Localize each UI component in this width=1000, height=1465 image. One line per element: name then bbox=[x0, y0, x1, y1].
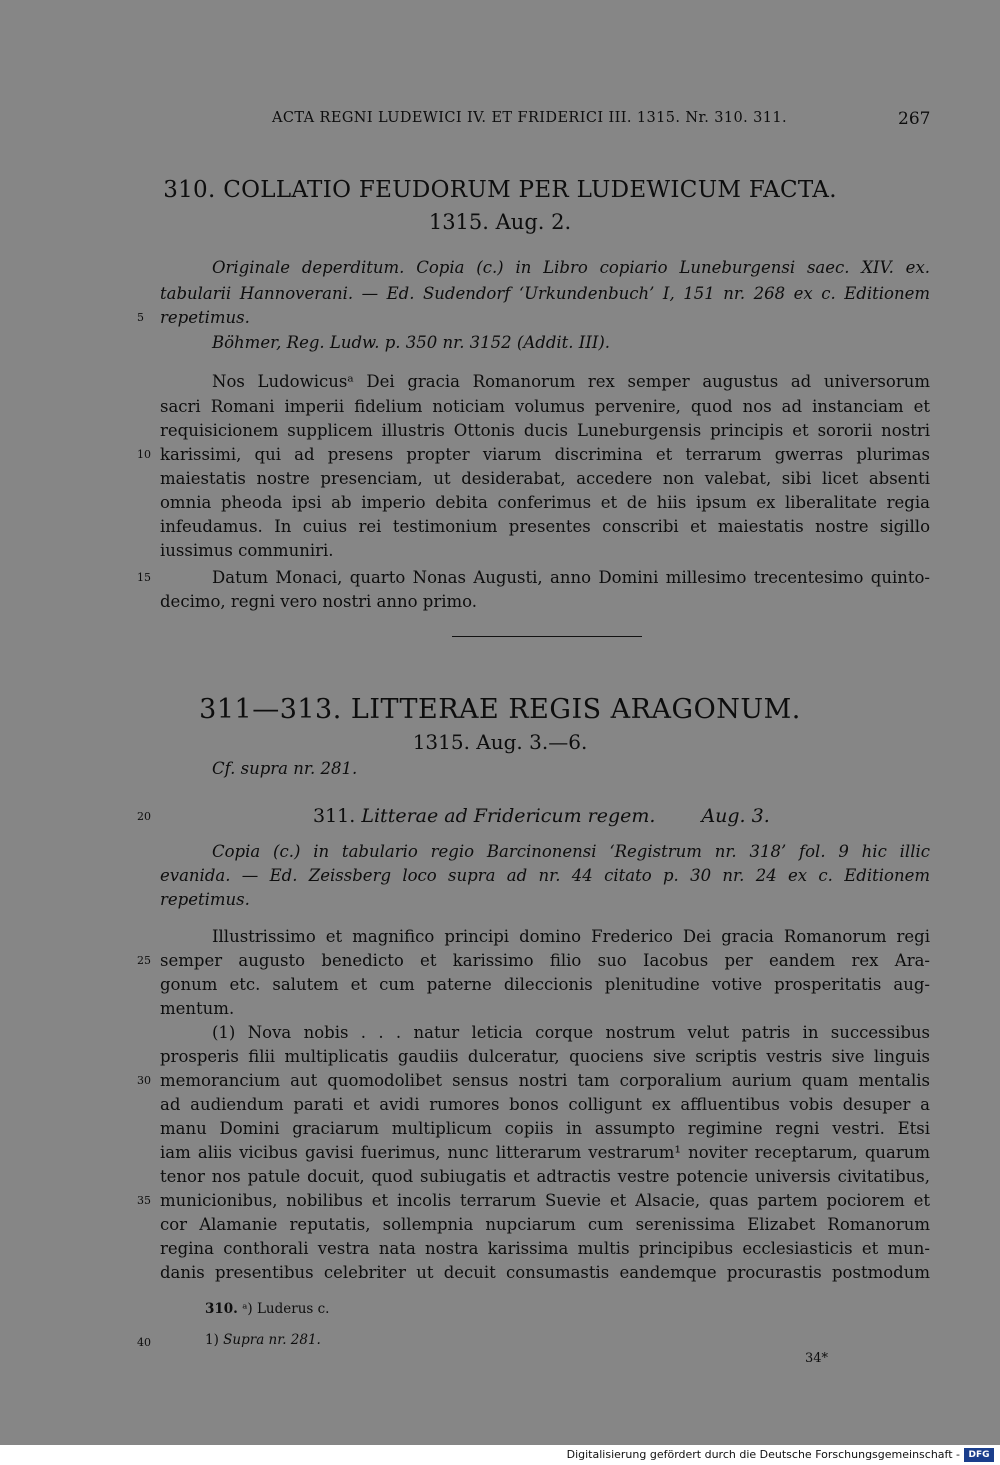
line-number: 35 bbox=[137, 1194, 151, 1207]
doc-311-body-line: (1) Nova nobis . . . natur leticia corque nostrum velut patris in successibus bbox=[212, 1023, 930, 1042]
doc-310-title: 310. COLLATIO FEUDORUM PER LUDEWICUM FACTA. bbox=[163, 177, 837, 203]
running-header: ACTA REGNI LUDEWICI IV. ET FRIDERICI III. 1315. Nr. 310. 311. bbox=[272, 110, 788, 126]
footnote-a-ref: 310. bbox=[205, 1301, 238, 1317]
line-number: 15 bbox=[137, 571, 151, 584]
doc-311-body-line: ad audiendum parati et avidi rumores bonos colligunt ex affluentibus vobis desuper a bbox=[160, 1095, 930, 1114]
doc-310-datum-line: Datum Monaci, quarto Nonas Augusti, anno Domini millesimo trecentesimo quinto- bbox=[212, 568, 930, 587]
doc-310-datum-line: decimo, regni vero nostri anno primo. bbox=[160, 592, 478, 611]
doc-311-date: Aug. 3. bbox=[701, 805, 770, 827]
line-number: 40 bbox=[137, 1336, 151, 1349]
doc-311-313-reference: Cf. supra nr. 281. bbox=[212, 759, 358, 778]
doc-311-313-date: 1315. Aug. 3.—6. bbox=[412, 730, 588, 754]
doc-310-body-line: iussimus communiri. bbox=[160, 541, 334, 560]
doc-311-body-line: danis presentibus celebriter ut decuit consumastis eandemque procurastis postmodum bbox=[160, 1263, 930, 1282]
doc-311-body-line: tenor nos patule docuit, quod subiugatis et adtractis vestre potencie universis civitatibus, bbox=[160, 1167, 930, 1186]
footnote-a bbox=[205, 1301, 329, 1317]
doc-311-heading-text: Litterae ad Fridericum regem. bbox=[361, 805, 656, 827]
doc-311-body-line: prosperis filii multiplicatis gaudiis dulceratur, quociens sive scriptis vestris sive linguis bbox=[160, 1047, 930, 1066]
doc-310-body-line: karissimi, qui ad presens propter viarum discrimina et terrarum gwerras plurimas bbox=[160, 445, 930, 464]
doc-310-body-line: requisicionem supplicem illustris Ottonis ducis Luneburgensis principis et sororii nostri bbox=[160, 421, 930, 440]
doc-311-body-line: regina conthorali vestra nata nostra karissima multis principibus ecclesiasticis et mun- bbox=[160, 1239, 930, 1258]
line-number: 25 bbox=[137, 954, 151, 967]
footnote-1-text: Supra nr. 281. bbox=[223, 1332, 321, 1348]
doc-310-source-line: Originale deperditum. Copia (c.) in Libro copiario Luneburgensi saec. XIV. ex. bbox=[212, 258, 930, 277]
doc-311-body-line: manu Domini graciarum multiplicum copiis in assumpto regimine regni vestri. Etsi bbox=[160, 1119, 930, 1138]
doc-310-body-line: Nos Ludowicusᵃ Dei gracia Romanorum rex semper augustus ad universorum bbox=[212, 372, 930, 391]
doc-311-source-line: evanida. — Ed. Zeissberg loco supra ad nr. 44 citato p. 30 nr. 24 ex c. Editionem bbox=[160, 866, 930, 885]
doc-310-date: 1315. Aug. 2. bbox=[428, 210, 572, 234]
footer-credit: Digitalisierung gefördert durch die Deutsche Forschungsgemeinschaft - bbox=[566, 1448, 960, 1461]
doc-311-body-line: municionibus, nobilibus et incolis terrarum Suevie et Alsacie, quas partem pociorem et bbox=[160, 1191, 930, 1210]
doc-310-source-line: tabularii Hannoverani. — Ed. Sudendorf ‘Urkundenbuch’ I, 151 nr. 268 ex c. Editionem bbox=[160, 284, 930, 303]
doc-311-body-line: mentum. bbox=[160, 999, 235, 1018]
footnote-1-mark: 1) bbox=[205, 1332, 219, 1348]
doc-311-source-line: Copia (c.) in tabulario regio Barcinonensi ‘Registrum nr. 318’ fol. 9 hic illic bbox=[212, 842, 930, 861]
doc-311-body-line: gonum etc. salutem et cum paterne dileccionis plenitudine votive prosperitatis aug- bbox=[160, 975, 930, 994]
doc-311-number: 311. bbox=[313, 805, 356, 827]
doc-310-regest-line: Böhmer, Reg. Ludw. p. 350 nr. 3152 (Addit. III). bbox=[212, 333, 611, 352]
doc-310-body-line: infeudamus. In cuius rei testimonium presentes conscribi et maiestatis nostre sigillo bbox=[160, 517, 930, 536]
footer-bar bbox=[0, 1445, 1000, 1465]
doc-310-body-line: omnia pheoda ipsi ab imperio debita conferimus et de hiis ipsum ex liberalitate regia bbox=[160, 493, 930, 512]
doc-311-body-line: cor Alamanie reputatis, sollempnia nupciarum cum serenissima Elizabet Romanorum bbox=[160, 1215, 930, 1234]
doc-311-source-line: repetimus. bbox=[160, 890, 250, 909]
signature-mark: 34* bbox=[805, 1351, 829, 1366]
line-number: 20 bbox=[137, 810, 151, 823]
line-number: 30 bbox=[137, 1074, 151, 1087]
doc-311-heading bbox=[313, 805, 770, 827]
line-number: 5 bbox=[137, 311, 144, 324]
doc-310-body-line: maiestatis nostre presenciam, ut desiderabat, accedere non valebat, sibi licet absenti bbox=[160, 469, 930, 488]
doc-310-source-line: repetimus. bbox=[160, 308, 250, 327]
line-number: 10 bbox=[137, 448, 151, 461]
doc-310-body-line: sacri Romani imperii fidelium noticiam volumus pervenire, quod nos ad instanciam et bbox=[160, 397, 930, 416]
doc-311-body-line: semper augusto benedicto et karissimo filio suo Iacobus per eandem rex Ara- bbox=[160, 951, 930, 970]
dfg-logo: DFG bbox=[964, 1448, 994, 1462]
footnote-a-text: ᵃ) Luderus c. bbox=[242, 1301, 330, 1317]
doc-311-body-line: memorancium aut quomodolibet sensus nostri tam corporalium aurium quam mentalis bbox=[160, 1071, 930, 1090]
doc-311-313-title: 311—313. LITTERAE REGIS ARAGONUM. bbox=[199, 694, 801, 725]
footnote-1 bbox=[205, 1332, 321, 1348]
section-divider bbox=[452, 636, 642, 637]
page-number: 267 bbox=[898, 109, 931, 129]
doc-311-body-line: iam aliis vicibus gavisi fuerimus, nunc litterarum vestrarum¹ noviter receptarum, quarum bbox=[160, 1143, 930, 1162]
doc-311-body-line: Illustrissimo et magnifico principi domino Frederico Dei gracia Romanorum regi bbox=[212, 927, 930, 946]
